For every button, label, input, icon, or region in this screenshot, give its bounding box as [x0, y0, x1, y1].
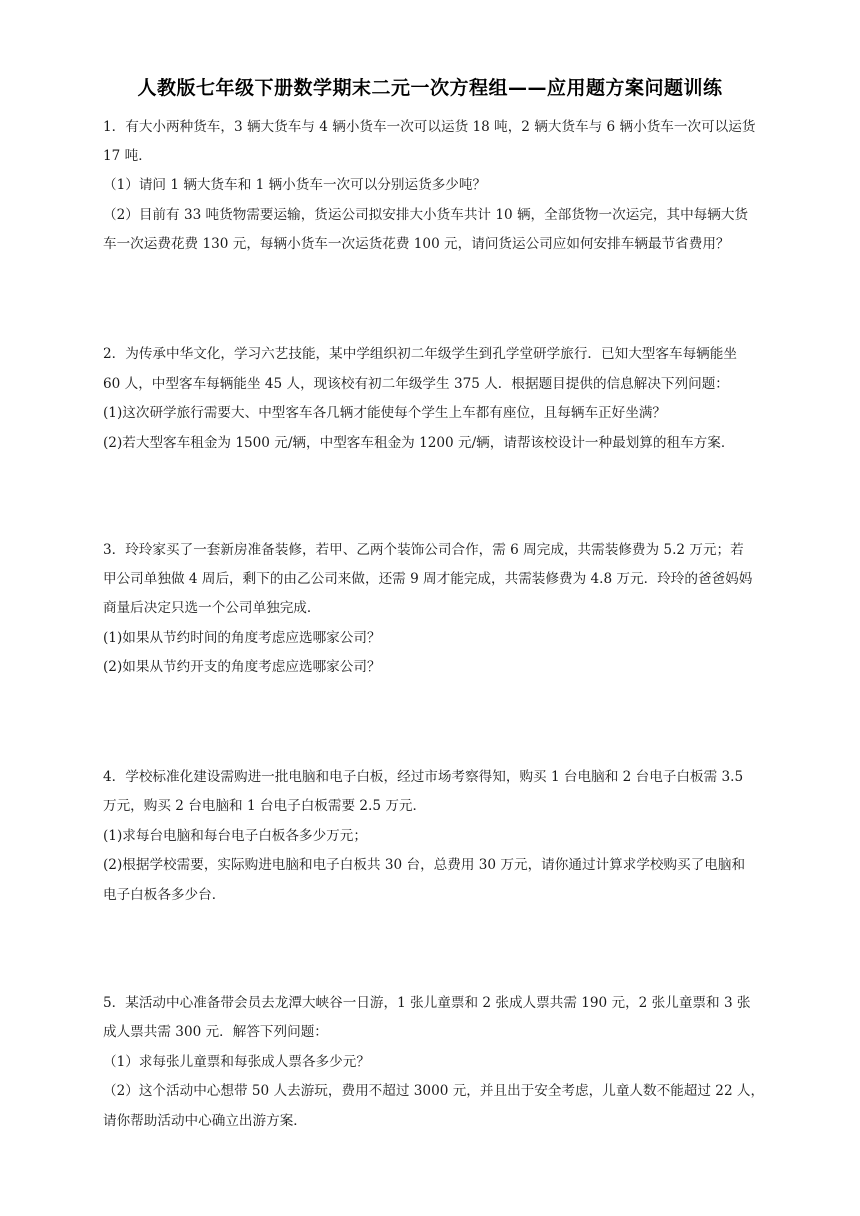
problem-2-line-4: (2)若大型客车租金为 1500 元/辆，中型客车租金为 1200 元/辆，请帮该校设计一种最划算的租车方案．	[103, 435, 735, 451]
problem-4-line-3: (1)求每台电脑和每台电子白板各多少万元；	[103, 828, 367, 844]
document-title: 人教版七年级下册数学期末二元一次方程组——应用题方案问题训练	[137, 77, 723, 99]
problem-1-line-5: 车一次运费花费 130 元，每辆小货车一次运货花费 100 元，请问货运公司应如何安排车辆最节省费用？	[103, 236, 730, 252]
problem-3-line-5: (2)如果从节约开支的角度考虑应选哪家公司？	[103, 659, 381, 675]
problem-5-line-3: （1）求每张儿童票和每张成人票各多少元？	[103, 1054, 370, 1070]
problem-5-line-1: 5．某活动中心准备带会员去龙潭大峡谷一日游，1 张儿童票和 2 张成人票共需 190 元，2 张儿童票和 3 张	[103, 995, 751, 1011]
problem-1-line-2: 17 吨．	[103, 148, 152, 164]
problem-5-line-5: 请你帮助活动中心确立出游方案．	[103, 1113, 307, 1129]
problem-1-line-1: 1．有大小两种货车，3 辆大货车与 4 辆小货车一次可以运货 18 吨，2 辆大货车与 6 辆小货车一次可以运货	[103, 119, 756, 135]
problem-3-line-2: 甲公司单独做 4 周后，剩下的由乙公司来做，还需 9 周才能完成，共需装修费为 4.8 万元．玲玲的爸爸妈妈	[103, 571, 753, 587]
problem-1-line-4: （2）目前有 33 吨货物需要运输，货运公司拟安排大小货车共计 10 辆，全部货物一次运完，其中每辆大货	[103, 207, 749, 223]
problem-5-line-4: （2）这个活动中心想带 50 人去游玩，费用不超过 3000 元，并且出于安全考虑，儿童人数不能超过 22 人，	[103, 1083, 765, 1099]
problem-4-line-5: 电子白板各多少台．	[103, 887, 226, 903]
problem-4-line-2: 万元，购买 2 台电脑和 1 台电子白板需要 2.5 万元．	[103, 798, 427, 814]
problem-1-line-3: （1）请问 1 辆大货车和 1 辆小货车一次可以分别运货多少吨？	[103, 177, 487, 193]
problem-2-line-2: 60 人，中型客车每辆能坐 45 人，现该校有初二年级学生 375 人．根据题目提供的信息解决下列问题：	[103, 376, 729, 392]
problem-2-line-3: (1)这次研学旅行需要大、中型客车各几辆才能使每个学生上车都有座位，且每辆车正好坐满？	[103, 405, 667, 421]
problem-4-line-4: (2)根据学校需要，实际购进电脑和电子白板共 30 台，总费用 30 万元，请你通过计算求学校购买了电脑和	[103, 857, 746, 873]
problem-3-line-1: 3．玲玲家买了一套新房准备装修，若甲、乙两个装饰公司合作，需 6 周完成，共需装修费为 5.2 万元；若	[103, 542, 744, 558]
problem-3-line-3: 商量后决定只选一个公司单独完成．	[103, 600, 321, 616]
problem-4-line-1: 4．学校标准化建设需购进一批电脑和电子白板，经过市场考察得知，购买 1 台电脑和 2 台电子白板需 3.5	[103, 769, 744, 785]
problem-5-line-2: 成人票共需 300 元．解答下列问题：	[103, 1024, 328, 1040]
problem-2-line-1: 2．为传承中华文化，学习六艺技能，某中学组织初二年级学生到孔学堂研学旅行．已知大型客车每辆能坐	[103, 346, 737, 362]
problem-3-line-4: (1)如果从节约时间的角度考虑应选哪家公司？	[103, 630, 381, 646]
